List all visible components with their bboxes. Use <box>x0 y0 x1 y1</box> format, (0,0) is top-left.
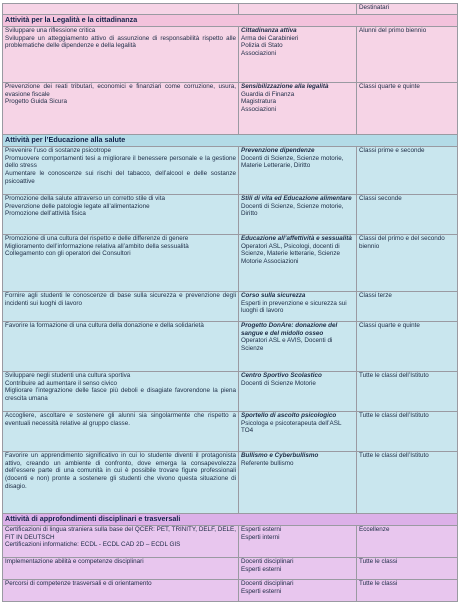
objective-line: Certificazioni di lingua straniera sulla base del QCER: PET, TRINITY, DELF, DELE, FIT IN DEUTSCH <box>5 526 236 541</box>
project-cell <box>239 372 357 412</box>
objectives-cell <box>3 412 239 452</box>
actor-line: Docenti di Scienze, Scienze motorie, Diritto <box>241 202 344 218</box>
recipients-cell <box>357 27 458 83</box>
objective-line: Favorire la formazione di una cultura della donazione e della solidarietà <box>5 322 204 329</box>
project-title: Centro Sportivo Scolastico <box>241 372 322 379</box>
actor-line: Esperti in prevenzione e sicurezza sui luoghi di lavoro <box>241 299 347 315</box>
actor-line: Referente bullismo <box>241 459 294 467</box>
objective-line: Promozione di una cultura del rispetto e delle differenze di genere <box>5 235 189 242</box>
actor-line: Esperti esterni <box>241 526 282 533</box>
actor-line: Esperti esterni <box>241 565 282 573</box>
objectives-cell <box>3 526 239 558</box>
table-row <box>3 27 458 83</box>
objectives-cell <box>3 235 239 292</box>
objective-line: Sviluppare un atteggiamento attivo di assunzione di responsabilità rispetto alle problematiche delle dipendenze e della legalità <box>5 34 236 50</box>
actor-line: Esperti esterni <box>241 587 282 595</box>
project-title: Progetto DonAre: donazione del sangue e del midollo osseo <box>241 322 338 337</box>
recipient-line: Classi del primo e del secondo biennio <box>359 235 445 250</box>
project-cell <box>239 195 357 235</box>
recipients-cell <box>357 412 458 452</box>
recipient-line: Tutte le classi <box>359 558 398 565</box>
recipient-line: Eccellenze <box>359 526 390 533</box>
project-cell <box>239 526 357 558</box>
project-title: Corso sulla sicurezza <box>241 292 306 299</box>
project-cell <box>239 235 357 292</box>
recipient-line: Tutte le classi dell’Istituto <box>359 452 429 459</box>
objective-line: Prevenire l’uso di sostanze psicotrope <box>5 147 112 154</box>
actor-line: Guardia di Finanza <box>241 90 295 98</box>
objective-line: Sviluppare una riflessione critica <box>5 27 96 34</box>
table-row <box>3 580 458 602</box>
recipients-cell <box>357 372 458 412</box>
project-title: Stili di vita ed Educazione alimentare <box>241 195 352 202</box>
recipient-line: Classi quarte e quinte <box>359 322 420 329</box>
project-title: Prevenzione dipendenze <box>241 147 315 154</box>
objective-line: Contribuire ad aumentare il senso civico <box>5 379 118 387</box>
project-cell <box>239 558 357 580</box>
table-row <box>3 372 458 412</box>
objective-line: Miglioramento dell’informazione relativa all’ambito della sessualità <box>5 242 189 250</box>
actor-line: Operatori ASL e AVIS, Docenti di Scienze <box>241 337 333 353</box>
project-cell <box>239 412 357 452</box>
objective-line: Accogliere, ascoltare e sostenere gli alunni sia singolarmente che rispetto a eventuali necessità relative al gruppo classe. <box>5 412 236 427</box>
section-header <box>3 135 458 147</box>
table-row <box>3 322 458 372</box>
objectives-cell <box>3 580 239 602</box>
header-row <box>3 4 458 15</box>
table-row <box>3 235 458 292</box>
project-cell <box>239 452 357 514</box>
actor-line: Associazioni <box>241 50 276 58</box>
objective-line: Favorire un apprendimento significativo in cui lo studente diventi il protagonista attivo, creando un ambiente di confronto, dove emerga la consapevolezza dell’essere parte di una comunità in cui è possibile trovare figure professionali (docenti e non) pronte a sostenere gli studenti che vivono questa situazione di disagio. <box>5 452 236 490</box>
objectives-cell <box>3 147 239 195</box>
section-title: Attività di approfondimenti disciplinari e trasversali <box>3 514 458 526</box>
recipients-cell <box>357 558 458 580</box>
objectives-cell <box>3 558 239 580</box>
actor-line: Docenti di Scienze, Scienze motorie, Materie Letterarie, Diritto <box>241 154 344 170</box>
objective-line: Certificazioni informatiche: ECDL - ECDL CAD 2D – ECDL GIS <box>5 541 181 549</box>
section-title: Attività per la Legalità e la cittadinanza <box>3 15 458 27</box>
recipient-line: Tutte le classi dell’Istituto <box>359 412 429 419</box>
objective-line: Migliorare l’integrazione delle fasce più deboli e disagiate favorendone la piena crescita umana <box>5 387 236 403</box>
actor-line: Psicologa e psicoterapeuta dell’ASL TO4 <box>241 419 342 435</box>
recipients-cell <box>357 580 458 602</box>
recipients-cell <box>357 235 458 292</box>
table-row <box>3 195 458 235</box>
table-row <box>3 452 458 514</box>
recipients-cell <box>357 147 458 195</box>
recipient-line: Classi quarte e quinte <box>359 83 420 90</box>
objective-line: Fornire agli studenti le conoscenze di base sulla sicurezza e prevenzione degli incidenti sui luoghi di lavoro <box>5 292 236 307</box>
activities-table <box>2 3 458 602</box>
recipient-line: Tutte le classi dell’Istituto <box>359 372 429 379</box>
table-row <box>3 292 458 322</box>
objectives-cell <box>3 372 239 412</box>
objectives-cell <box>3 27 239 83</box>
objectives-cell <box>3 195 239 235</box>
actor-line: Esperti interni <box>241 533 280 541</box>
objective-line: Prevenzione delle patologie legate all’alimentazione <box>5 202 150 210</box>
recipients-cell <box>357 83 458 135</box>
table-row <box>3 147 458 195</box>
header-cell-recipients: Destinatari <box>357 4 458 15</box>
project-cell <box>239 322 357 372</box>
objective-line: Prevenzione dei reati tributari, economici e finanziari come corruzione, usura, evasione fiscale <box>5 83 236 98</box>
objectives-cell <box>3 322 239 372</box>
actor-line: Docenti di Scienze Motorie <box>241 379 316 387</box>
project-title: Cittadinanza attiva <box>241 27 297 34</box>
recipients-cell <box>357 195 458 235</box>
objectives-cell <box>3 452 239 514</box>
actor-line: Docenti disciplinari <box>241 580 294 587</box>
recipients-cell <box>357 322 458 372</box>
objective-line: Promozione della salute attraverso un corretto stile di vita <box>5 195 165 202</box>
objective-line: Promozione dell’attività fisica <box>5 210 86 218</box>
project-cell <box>239 147 357 195</box>
activities-table-body <box>3 4 458 602</box>
project-cell <box>239 292 357 322</box>
objective-line: Implementazione abilità e competenze disciplinari <box>5 558 144 565</box>
project-cell <box>239 83 357 135</box>
project-cell <box>239 580 357 602</box>
objective-line: Aumentare le conoscenze sui rischi del tabacco, dell’alcool e delle sostanze psicoattive <box>5 170 236 185</box>
actor-line: Docenti disciplinari <box>241 558 294 565</box>
section-header <box>3 514 458 526</box>
objectives-cell <box>3 83 239 135</box>
project-cell <box>239 27 357 83</box>
recipients-cell <box>357 292 458 322</box>
actor-line: Magistratura <box>241 98 276 106</box>
project-title: Sportello di ascolto psicologico <box>241 412 337 419</box>
actor-line: Arma dei Carabinieri <box>241 34 299 42</box>
section-header <box>3 15 458 27</box>
objectives-cell <box>3 292 239 322</box>
recipient-line: Alunni del primo biennio <box>359 27 427 34</box>
objective-line: Sviluppare negli studenti una cultura sportiva <box>5 372 131 379</box>
table-row <box>3 412 458 452</box>
recipient-line: Classi terze <box>359 292 392 299</box>
table-row <box>3 526 458 558</box>
project-title: Bullismo e Cyberbullismo <box>241 452 319 459</box>
objective-line: Promuovere comportamenti tesi a migliorare il benessere personale e la gestione dello stress <box>5 154 236 170</box>
objective-line: Progetto Guida Sicura <box>5 98 67 106</box>
project-title: Sensibilizzazione alla legalità <box>241 83 329 90</box>
objective-line: Percorsi di competenze trasversali e di orientamento <box>5 580 152 587</box>
header-cell-project <box>239 4 357 15</box>
objective-line: Collegamento con gli operatori dei Consultori <box>5 250 131 258</box>
recipients-cell <box>357 526 458 558</box>
actor-line: Operatori ASL, Psicologi, docenti di Scienze, Materie letterarie, Scienze Motorie Associazioni <box>241 242 341 266</box>
recipient-line: Classi seconde <box>359 195 402 202</box>
project-title: Educazione all’affettività e sessualità <box>241 235 352 242</box>
recipient-line: Tutte le classi <box>359 580 398 587</box>
table-row <box>3 558 458 580</box>
table-row <box>3 83 458 135</box>
header-cell-objectives <box>3 4 239 15</box>
recipient-line: Classi prime e seconde <box>359 147 425 154</box>
actor-line: Associazioni <box>241 106 276 114</box>
recipients-cell <box>357 452 458 514</box>
actor-line: Polizia di Stato <box>241 42 283 50</box>
section-title: Attività per l’Educazione alla salute <box>3 135 458 147</box>
